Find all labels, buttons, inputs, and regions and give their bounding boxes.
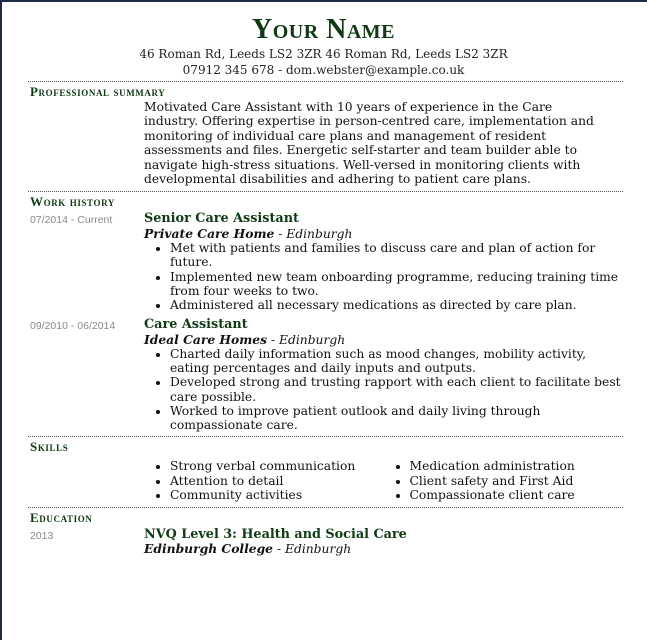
job-employer: Ideal Care Homes - Edinburgh [144, 331, 346, 347]
list-item: • Administered all necessary medications as directed by care plan. [170, 298, 623, 312]
section-title-education: Education [30, 509, 93, 525]
job-entry [28, 212, 623, 312]
list-item: • Medication administration [410, 459, 624, 473]
skills-section [28, 436, 623, 502]
list-item: • Strong verbal communication [170, 459, 384, 473]
degree-title: NVQ Level 3: Health and Social Care [144, 526, 407, 542]
section-title-summary: Professional summary [30, 84, 166, 99]
list-item: • Developed strong and trusting rapport with each client to facilitate best care possible. [170, 375, 623, 403]
divider [28, 507, 623, 508]
list-item: • Worked to improve patient outlook and daily living through compassionate care. [170, 404, 623, 432]
summary-section [28, 81, 623, 186]
list-item: • Met with patients and families to discuss care and plan of action for future. [170, 241, 623, 269]
list-item: • Attention to detail [170, 474, 384, 488]
list-item: • Client safety and First Aid [410, 474, 624, 488]
list-item: • Community activities [170, 488, 384, 502]
contact-line: 07912 345 678 - dom.webster@example.co.uk [182, 63, 465, 77]
job-title: Senior Care Assistant [144, 211, 299, 227]
skills-right-column [384, 459, 624, 502]
job-bullets [144, 347, 623, 432]
section-title-skills: Skills [30, 439, 69, 455]
address-line: 46 Roman Rd, Leeds LS2 3ZR 46 Roman Rd, Leeds LS2 3ZR [139, 47, 508, 61]
divider [28, 436, 623, 437]
job-bullets [144, 241, 623, 312]
divider [28, 191, 623, 192]
list-item: • Compassionate client care [410, 488, 624, 502]
skills-list [28, 459, 623, 502]
education-year: 2013 [30, 529, 54, 542]
education-section [28, 507, 623, 557]
list-item: • Implemented new team onboarding programme, reducing training time from four weeks to two. [170, 270, 623, 298]
job-title: Care Assistant [144, 317, 248, 333]
job-entry [28, 318, 623, 432]
summary-text: Motivated Care Assistant with 10 years of experience in the Care industry. Offering expertise in person-centred care, implementation and monitoring of individual care plans and management of resident assessments and files. Energetic self-starter and team builder able to navigate high-stress situations. Well-versed in monitoring clients with developmental disabilities and adhering to patient care plans. [144, 100, 594, 187]
education-entry [28, 528, 623, 557]
skills-left-column [144, 459, 384, 502]
candidate-name: Your Name [251, 14, 396, 45]
list-item: • Charted daily information such as mood changes, mobility activity, eating percentages and daily inputs and outputs. [170, 347, 623, 375]
work-section [28, 191, 623, 432]
school-name: Edinburgh College - Edinburgh [144, 541, 352, 557]
resume-header [0, 0, 647, 78]
divider [28, 81, 623, 82]
section-title-work: Work history [30, 194, 115, 210]
job-dates: 09/2010 - 06/2014 [30, 320, 116, 333]
job-dates: 07/2014 - Current [30, 214, 113, 227]
job-employer: Private Care Home - Edinburgh [144, 225, 353, 241]
